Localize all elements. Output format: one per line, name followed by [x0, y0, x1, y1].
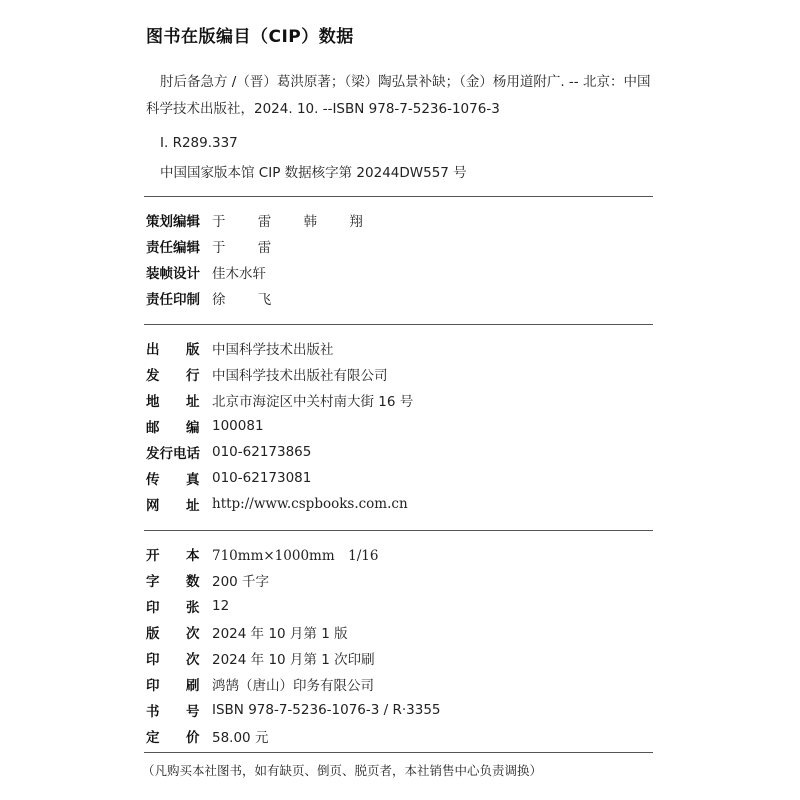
spec-value: 200 千字 — [212, 574, 270, 590]
publisher-row — [146, 468, 311, 488]
publisher-value: 010-62173081 — [212, 470, 312, 486]
publisher-label: 发 行 — [146, 368, 200, 384]
editor-label: 策划编辑 — [146, 214, 200, 230]
editor-row — [146, 288, 285, 308]
spec-value: 710mm×1000mm 1/16 — [212, 548, 379, 564]
spec-row — [146, 726, 268, 746]
spec-row — [146, 544, 378, 564]
spec-label: 书 号 — [146, 704, 200, 720]
page-title: 图书在版编目（CIP）数据 — [146, 27, 354, 47]
editor-value: 佳木水轩 — [212, 266, 266, 282]
editor-value: 于 雷 韩 翔 — [212, 214, 377, 230]
publisher-value: 中国科学技术出版社 — [212, 342, 334, 358]
publisher-label: 邮 编 — [146, 420, 200, 436]
divider-4 — [144, 752, 653, 753]
editor-value: 于 雷 — [212, 240, 286, 256]
editor-row — [146, 236, 285, 256]
editor-label: 责任印制 — [146, 292, 200, 308]
cip-record-number: 中国国家版本馆 CIP 数据核字第 20244DW557 号 — [160, 165, 467, 181]
spec-label: 印 张 — [146, 600, 200, 616]
spec-label: 印 次 — [146, 652, 200, 668]
editor-label: 责任编辑 — [146, 240, 200, 256]
spec-label: 版 次 — [146, 626, 200, 642]
editor-value: 徐 飞 — [212, 292, 286, 308]
divider-3 — [144, 530, 653, 531]
spec-label: 印 刷 — [146, 678, 200, 694]
divider-2 — [144, 324, 653, 325]
cip-entry-line-2: 科学技术出版社，2024. 10. --ISBN 978-7-5236-1076-3 — [146, 101, 500, 117]
publisher-row — [146, 494, 408, 514]
spec-row — [146, 570, 269, 590]
spec-value: 2024 年 10 月第 1 版 — [212, 626, 348, 642]
publisher-row — [146, 364, 388, 384]
publisher-label: 地 址 — [146, 394, 200, 410]
cip-entry-line-1: 肘后备急方 /（晋）葛洪原著；（梁）陶弘景补缺；（金）杨用道附广. -- 北京：中国 — [160, 74, 651, 90]
spec-value: ISBN 978-7-5236-1076-3 / R·3355 — [212, 702, 441, 718]
spec-row — [146, 596, 229, 616]
divider-1 — [144, 196, 653, 197]
spec-label: 定 价 — [146, 730, 200, 746]
publisher-row — [146, 416, 264, 436]
editor-label: 装帧设计 — [146, 266, 200, 282]
spec-value: 2024 年 10 月第 1 次印刷 — [212, 652, 375, 668]
spec-value: 12 — [212, 598, 230, 614]
publisher-label: 网 址 — [146, 498, 200, 514]
spec-value: 58.00 元 — [212, 730, 269, 746]
publisher-row — [146, 442, 311, 462]
publisher-value: 中国科学技术出版社有限公司 — [212, 368, 388, 384]
spec-value: 鸿鹄（唐山）印务有限公司 — [212, 678, 374, 694]
editor-row — [146, 262, 266, 282]
spec-row — [146, 622, 348, 642]
publisher-value: 010-62173865 — [212, 444, 312, 460]
spec-row — [146, 648, 375, 668]
footer-note: （凡购买本社图书，如有缺页、倒页、脱页者，本社销售中心负责调换） — [142, 763, 543, 778]
publisher-label: 发行电话 — [146, 446, 200, 462]
publisher-row — [146, 338, 334, 358]
publisher-value: 100081 — [212, 418, 264, 434]
editor-row — [146, 210, 377, 230]
cip-classification: Ⅰ. R289.337 — [160, 135, 238, 151]
spec-label: 字 数 — [146, 574, 200, 590]
spec-row — [146, 674, 374, 694]
publisher-value: 北京市海淀区中关村南大街 16 号 — [212, 394, 414, 410]
website-link: http://www.cspbooks.com.cn — [212, 496, 408, 512]
spec-row — [146, 700, 441, 720]
spec-label: 开 本 — [146, 548, 200, 564]
publisher-label: 传 真 — [146, 472, 200, 488]
publisher-label: 出 版 — [146, 342, 200, 358]
publisher-row — [146, 390, 413, 410]
